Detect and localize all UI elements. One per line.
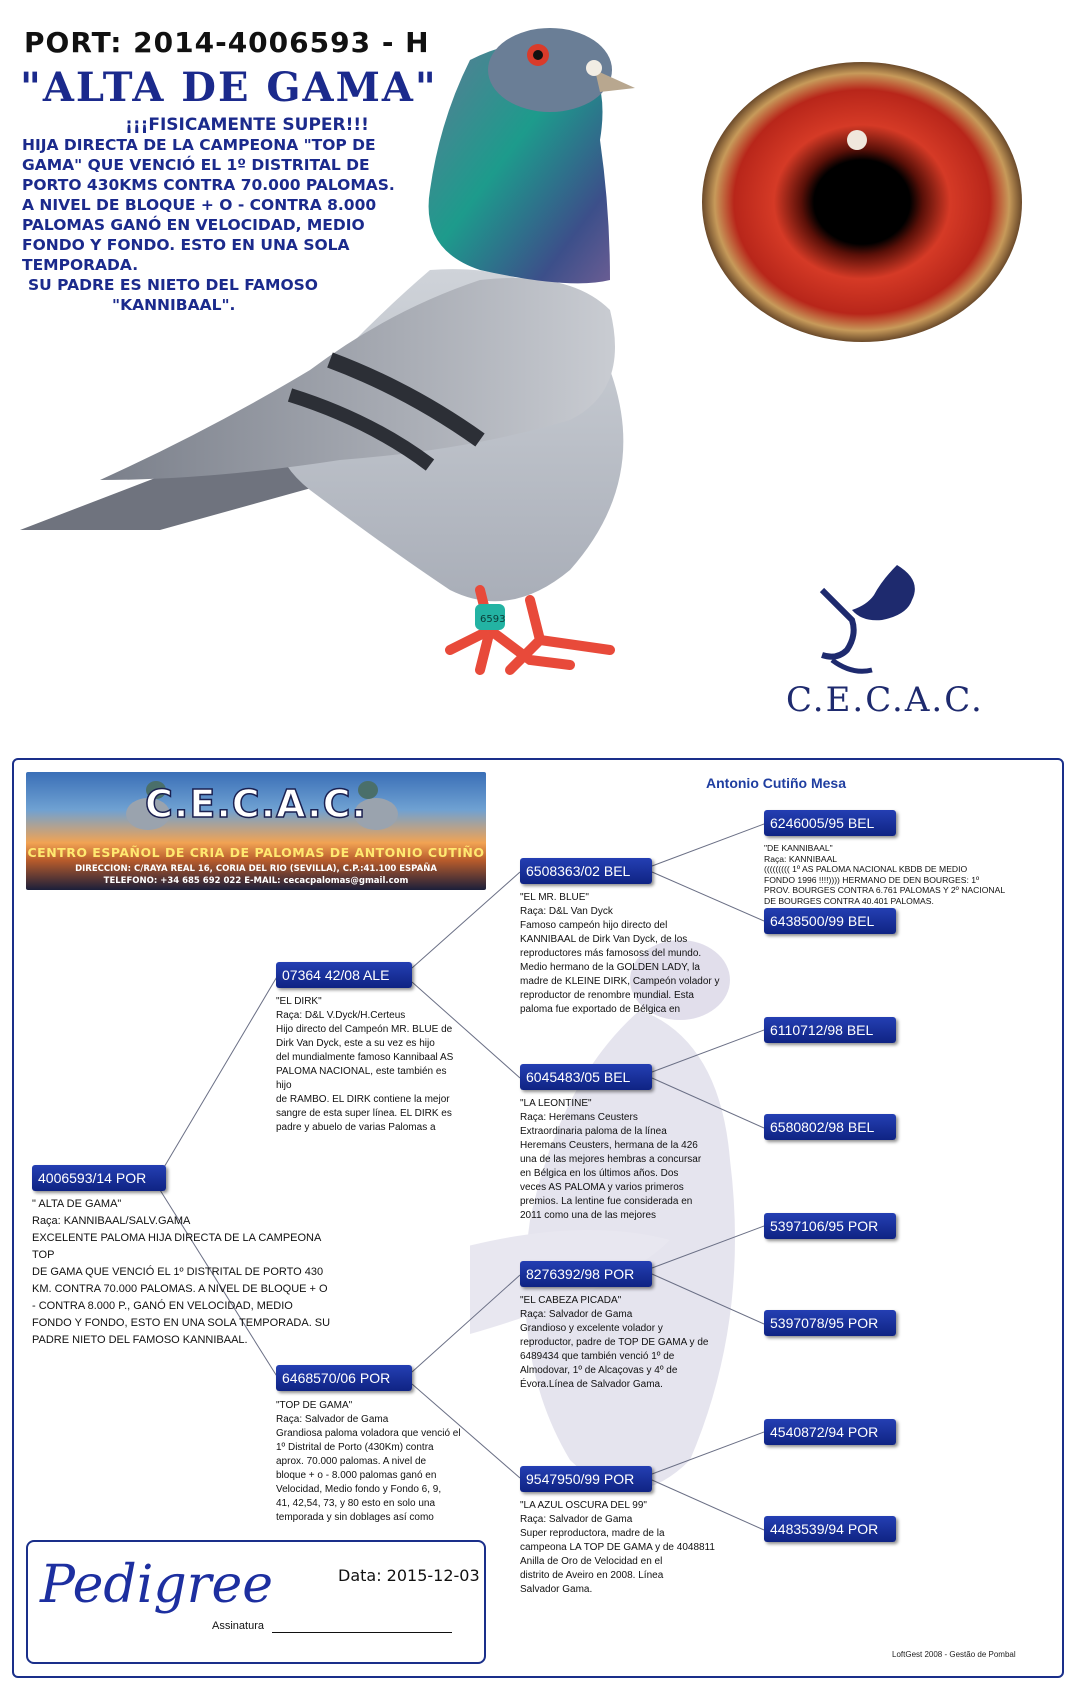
info-line: Grandiosa paloma voladora que venció el (276, 1428, 461, 1439)
info-line: "EL CABEZA PICADA" (520, 1295, 622, 1306)
info-line: Velocidad, Medio fondo y Fondo 6, 9, (276, 1484, 442, 1495)
info-line: reproductores más famososs del mundo. (520, 948, 702, 959)
info-line: madre de KLEINE DIRK, Campeón volador y (520, 976, 720, 987)
info-line: Hijo directo del Campeón MR. BLUE de (276, 1024, 453, 1035)
info-line: Anilla de Oro de Velocidad en el (520, 1556, 663, 1567)
info-line: PALOMA NACIONAL, este también es hijo (276, 1066, 447, 1091)
info-line: FONDO 1996 !!!!)))) HERMANO DE DEN BOURGES: 1º (764, 874, 980, 885)
info-line: Extraordinaria paloma de la línea (520, 1126, 667, 1137)
info-line: Medio hermano de la GOLDEN LADY, la (520, 962, 700, 973)
info-line: KANNIBAAL de Dirk Van Dyck, de los (520, 934, 688, 945)
promo-line: HIJA DIRECTA DE LA CAMPEONA "TOP DE (22, 136, 376, 154)
dam-dam-ring-box[interactable]: 9547950/99 POR (520, 1466, 652, 1492)
banner-title: C.E.C.A.C. (145, 782, 367, 826)
promo-line: A NIVEL DE BLOQUE + O - CONTRA 8.000 (22, 196, 377, 214)
info-line: temporada y sin doblages así como (276, 1512, 434, 1523)
ggp-7-ring-box[interactable]: 4540872/94 POR (764, 1419, 896, 1445)
dam-dam-info (520, 1499, 720, 1597)
info-line: Salvador Gama. (520, 1584, 593, 1595)
info-line: reproductor, padre de TOP DE GAMA y de (520, 1337, 709, 1348)
info-line: ((((((((( 1º AS PALOMA NACIONAL KBDB DE MEDIO (764, 864, 968, 874)
info-line: 6489434 que también venció 1º de (520, 1351, 675, 1362)
cecac-logo-text: C.E.C.A.C. (786, 680, 984, 720)
footer-credit: LoftGest 2008 - Gestão de Pombal (892, 1650, 1016, 1659)
port-ring-number: PORT: 2014-4006593 - H (24, 26, 430, 59)
date-label: Data: 2015-12-03 (338, 1566, 480, 1585)
promo-line: PALOMAS GANÓ EN VELOCIDAD, MEDIO (22, 216, 365, 234)
info-line: campeona LA TOP DE GAMA y de 4048811 (520, 1542, 715, 1553)
sire-info (276, 995, 461, 1135)
dam-sire-info (520, 1294, 720, 1392)
info-line: Raça: D&L V.Dyck/H.Certeus (276, 1010, 406, 1021)
banner-subtitle: CENTRO ESPAÑOL DE CRIA DE PALOMAS DE ANTONIO CUTIÑO (27, 845, 485, 860)
ggp-1-ring-box[interactable]: 6246005/95 BEL (764, 810, 896, 836)
info-line: Raça: KANNIBAAL (764, 853, 838, 864)
ggp-8-ring-box[interactable]: 4483539/94 POR (764, 1516, 896, 1542)
info-line: PADRE NIETO DEL FAMOSO KANNIBAAL. (32, 1334, 248, 1346)
tagline: ¡¡¡FISICAMENTE SUPER!!! (125, 115, 369, 135)
info-line: "EL MR. BLUE" (520, 892, 589, 903)
info-line: "EL DIRK" (276, 996, 322, 1007)
info-line: padre y abuelo de varias Palomas a (276, 1122, 436, 1133)
dam-ring-box[interactable]: 6468570/06 POR (276, 1365, 412, 1391)
subject-ring-box[interactable]: 4006593/14 POR (32, 1165, 166, 1191)
ggp-2-ring-box[interactable]: 6438500/99 BEL (764, 908, 896, 934)
info-line: Raça: D&L Van Dyck (520, 906, 613, 917)
banner-address: DIRECCION: C/RAYA REAL 16, CORIA DEL RIO (SEVILLA), C.P.:41.100 ESPAÑA (75, 864, 437, 874)
pedigree-script-logo: Pedigree (40, 1555, 274, 1615)
ggp-5-ring-box[interactable]: 5397106/95 POR (764, 1213, 896, 1239)
info-line: distrito de Aveiro en 2008. Línea (520, 1570, 664, 1581)
sire-dam-info (520, 1097, 720, 1223)
info-line: Grandioso y excelente volador y (520, 1323, 663, 1334)
info-line: Raça: KANNIBAAL/SALV.GAMA (32, 1215, 191, 1227)
promo-line: PORTO 430KMS CONTRA 70.000 PALOMAS. (22, 176, 395, 194)
info-line: "LA LEONTINE" (520, 1098, 592, 1109)
ggp-4-ring-box[interactable]: 6580802/98 BEL (764, 1114, 896, 1140)
info-line: paloma fue exportado de Bélgica en (520, 1004, 681, 1015)
info-line: DE GAMA QUE VENCIÓ EL 1º DISTRITAL DE PORTO 430 (32, 1266, 324, 1278)
info-line: Famoso campeón hijo directo del (520, 920, 668, 931)
ggp-1-info (764, 843, 1014, 906)
info-line: Raça: Salvador de Gama (520, 1309, 633, 1320)
info-line: del mundialmente famoso Kannibaal AS (276, 1052, 454, 1063)
info-line: PROV. BOURGES CONTRA 6.761 PALOMAS Y 2º NACIONAL (764, 885, 1006, 895)
info-line: de RAMBO. EL DIRK contiene la mejor (276, 1094, 450, 1105)
owner-name: Antonio Cutiño Mesa (706, 775, 846, 791)
info-line: bloque + o - 8.000 palomas ganó en (276, 1470, 437, 1481)
info-line: aprox. 70.000 palomas. A nivel de (276, 1456, 427, 1467)
info-line: premios. La lentine fue considerada en (520, 1196, 693, 1207)
father-line: SU PADRE ES NIETO DEL FAMOSO (28, 276, 318, 294)
info-line: - CONTRA 8.000 P., GANÓ EN VELOCIDAD, MEDIO (32, 1300, 293, 1312)
info-line: Raça: Salvador de Gama (520, 1514, 633, 1525)
signature-line[interactable] (272, 1632, 452, 1633)
info-line: 41, 42,54, 73, y 80 esto en solo una (276, 1498, 436, 1509)
father-name: "KANNIBAAL". (112, 296, 236, 314)
info-line: Heremans Ceusters, hermana de la 426 (520, 1140, 698, 1151)
dam-sire-ring-box[interactable]: 8276392/98 POR (520, 1261, 652, 1287)
banner-contact: TELEFONO: +34 685 692 022 E-MAIL: cecacpalomas@gmail.com (103, 876, 409, 886)
sire-sire-info (520, 891, 720, 1017)
info-line: "TOP DE GAMA" (276, 1400, 353, 1411)
promo-line: FONDO Y FONDO. ESTO EN UNA SOLA (22, 236, 350, 254)
info-line: Raça: Heremans Ceusters (520, 1112, 638, 1123)
info-line: sangre de esta super línea. EL DIRK es (276, 1108, 452, 1119)
info-line: reproductor de renombre mundial. Esta (520, 990, 694, 1001)
sire-ring-box[interactable]: 07364 42/08 ALE (276, 962, 412, 988)
ggp-6-ring-box[interactable]: 5397078/95 POR (764, 1310, 896, 1336)
info-line: Raça: Salvador de Gama (276, 1414, 389, 1425)
sire-dam-ring-box[interactable]: 6045483/05 BEL (520, 1064, 652, 1090)
info-line: en Bélgica en los últimos años. Dos (520, 1168, 679, 1179)
info-line: Super reproductora, madre de la (520, 1528, 665, 1539)
info-line: " ALTA DE GAMA" (32, 1198, 122, 1210)
sire-sire-ring-box[interactable]: 6508363/02 BEL (520, 858, 652, 884)
info-line: DE BOURGES CONTRA 40.401 PALOMAS. (764, 895, 934, 906)
ggp-3-ring-box[interactable]: 6110712/98 BEL (764, 1017, 896, 1043)
info-line: Almodovar, 1º de Alcaçovas y 4º de (520, 1365, 678, 1376)
subject-info (32, 1196, 342, 1349)
info-line: 1º Distrital de Porto (430Km) contra (276, 1442, 434, 1453)
pigeon-name-title: "ALTA DE GAMA" (20, 64, 438, 111)
info-line: una de las mejores hembras a concursar (520, 1154, 702, 1165)
dam-info (276, 1399, 461, 1525)
info-line: FONDO Y FONDO, ESTO EN UNA SOLA TEMPORADA. SU (32, 1317, 331, 1329)
info-line: "LA AZUL OSCURA DEL 99" (520, 1500, 647, 1511)
info-line: "DE KANNIBAAL" (764, 843, 833, 853)
info-line: Évora.Línea de Salvador Gama. (520, 1379, 663, 1390)
info-line: 2011 como una de las mejores (520, 1210, 657, 1221)
promo-line: TEMPORADA. (22, 256, 139, 274)
leg-ring-text: 6593 (480, 614, 506, 625)
info-line: EXCELENTE PALOMA HIJA DIRECTA DE LA CAMPEONA TOP (32, 1232, 321, 1261)
info-line: KM. CONTRA 70.000 PALOMAS. A NIVEL DE BLOQUE + O (32, 1283, 328, 1295)
signature-label: Assinatura (212, 1620, 264, 1632)
info-line: Dirk Van Dyck, este a su vez es hijo (276, 1038, 435, 1049)
info-line: veces AS PALOMA y varios primeros (520, 1182, 684, 1193)
promo-line: GAMA" QUE VENCIÓ EL 1º DISTRITAL DE (22, 156, 370, 174)
